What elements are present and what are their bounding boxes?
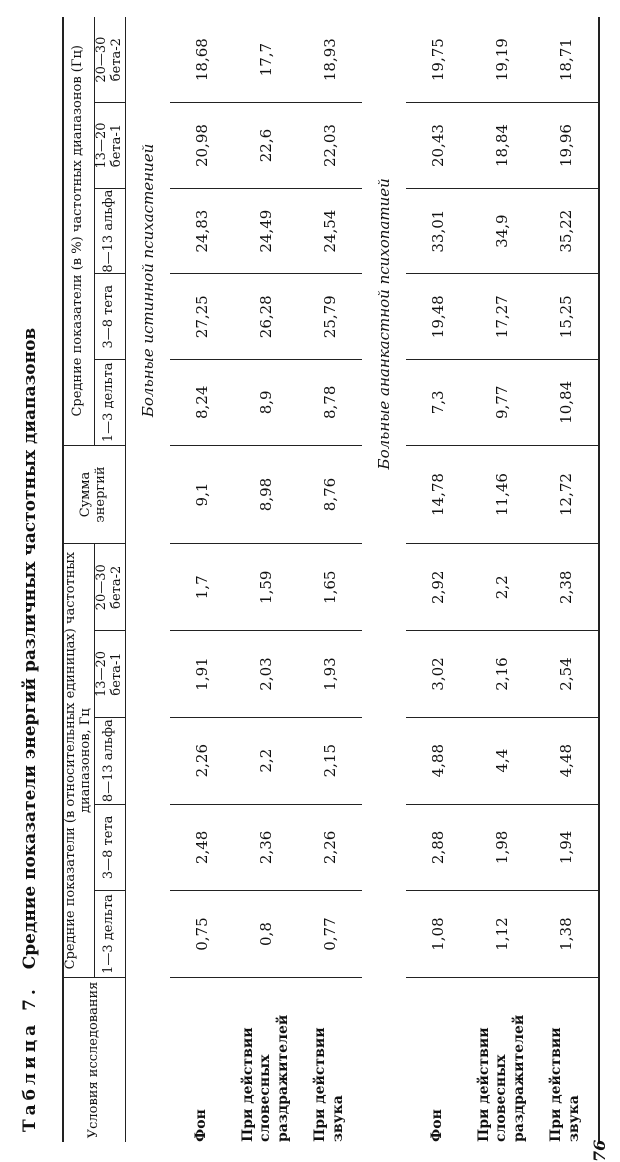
band-header: 1—3 дельта (94, 360, 125, 446)
value-cell: 18,68 (170, 17, 234, 103)
value-cell: 19,75 (406, 17, 470, 103)
table-row (170, 17, 234, 1142)
value-cell: 22,6 (234, 103, 298, 189)
value-cell: 1,7 (170, 544, 234, 631)
table-row (234, 17, 298, 1142)
value-cell: 1,12 (470, 891, 534, 978)
section-heading: Больные ананкастной психопатией (374, 178, 393, 470)
value-cell: 17,7 (234, 17, 298, 103)
band-header: 3—8 тета (94, 274, 125, 360)
value-cell: 8,24 (170, 360, 234, 446)
band-header: 1—3 дельта (94, 891, 125, 978)
value-cell: 4,88 (406, 717, 470, 804)
value-cell: 1,08 (406, 891, 470, 978)
value-cell: 2,26 (170, 717, 234, 804)
band-header: 8—13 альфа (94, 188, 125, 274)
section-heading: Больные истинной психастенией (138, 143, 157, 418)
value-cell: 3,02 (406, 631, 470, 718)
value-cell: 2,88 (406, 804, 470, 891)
band-header: 3—8 тета (94, 804, 125, 891)
value-cell: 2,48 (170, 804, 234, 891)
page-number: 76 (590, 1139, 609, 1162)
value-cell: 24,54 (298, 188, 362, 274)
value-cell: 1,94 (534, 804, 599, 891)
band-header: 20—30 бета-2 (94, 17, 125, 103)
value-cell: 25,79 (298, 274, 362, 360)
sum-cell: 12,72 (534, 445, 599, 544)
value-cell: 2,15 (298, 717, 362, 804)
value-cell: 0,8 (234, 891, 298, 978)
value-cell: 1,98 (470, 804, 534, 891)
value-cell: 27,25 (170, 274, 234, 360)
sum-cell: 8,76 (298, 445, 362, 544)
value-cell: 2,03 (234, 631, 298, 718)
value-cell: 34,9 (470, 188, 534, 274)
value-cell: 19,19 (470, 17, 534, 103)
value-cell: 2,54 (534, 631, 599, 718)
data-table (62, 17, 600, 1142)
band-header: 20—30 бета-2 (94, 544, 125, 631)
value-cell: 2,92 (406, 544, 470, 631)
value-cell: 1,38 (534, 891, 599, 978)
value-cell: 8,9 (234, 360, 298, 446)
condition-cell: При действии звука (534, 977, 599, 1142)
value-cell: 18,84 (470, 103, 534, 189)
value-cell: 17,27 (470, 274, 534, 360)
value-cell: 2,38 (534, 544, 599, 631)
condition-cell: При действии словесных раздражителей (239, 1014, 291, 1142)
value-cell: 2,2 (234, 717, 298, 804)
value-cell: 20,98 (170, 103, 234, 189)
value-cell: 2,36 (234, 804, 298, 891)
band-header: 13—20 бета-1 (94, 103, 125, 189)
value-cell: 2,26 (298, 804, 362, 891)
band-header: 13—20 бета-1 (94, 631, 125, 718)
value-cell: 22,03 (298, 103, 362, 189)
condition-cell: Фон (193, 1109, 209, 1142)
value-cell: 8,78 (298, 360, 362, 446)
value-cell: 18,71 (534, 17, 599, 103)
header-group-relative: Средние показатели (в относительных единицах) частотных диапазонов, Гц (63, 544, 94, 978)
value-cell: 10,84 (534, 360, 599, 446)
header-sum: Сумма энергий (63, 445, 125, 544)
sum-cell: 11,46 (470, 445, 534, 544)
header-conditions: Условия исследования (63, 977, 125, 1142)
sum-cell: 14,78 (406, 445, 470, 544)
condition-cell: При действии словесных раздражителей (475, 1014, 527, 1142)
table-caption (20, 32, 40, 1132)
table-title: Средние показатели энергий различных частотных диапазонов (20, 327, 40, 970)
value-cell: 4,4 (470, 717, 534, 804)
table-row (470, 17, 534, 1142)
value-cell: 24,83 (170, 188, 234, 274)
value-cell: 4,48 (534, 717, 599, 804)
value-cell: 1,91 (170, 631, 234, 718)
value-cell: 9,77 (470, 360, 534, 446)
sum-cell: 8,98 (234, 445, 298, 544)
table-label: Таблица 7. (20, 985, 40, 1132)
condition-cell: Фон (429, 1109, 445, 1142)
value-cell: 1,65 (298, 544, 362, 631)
value-cell: 1,59 (234, 544, 298, 631)
value-cell: 0,75 (170, 891, 234, 978)
value-cell: 35,22 (534, 188, 599, 274)
value-cell: 24,49 (234, 188, 298, 274)
value-cell: 2,2 (470, 544, 534, 631)
table-row (534, 17, 599, 1142)
value-cell: 20,43 (406, 103, 470, 189)
band-header: 8—13 альфа (94, 717, 125, 804)
condition-cell: При действии звука (312, 1027, 346, 1142)
value-cell: 19,96 (534, 103, 599, 189)
value-cell: 33,01 (406, 188, 470, 274)
value-cell: 18,93 (298, 17, 362, 103)
value-cell: 0,77 (298, 891, 362, 978)
value-cell: 2,16 (470, 631, 534, 718)
table-row (298, 17, 362, 1142)
value-cell: 19,48 (406, 274, 470, 360)
table-row (406, 17, 470, 1142)
value-cell: 1,93 (298, 631, 362, 718)
header-group-percent: Средние показатели (в %) частотных диапазонов (Гц) (63, 17, 94, 445)
value-cell: 15,25 (534, 274, 599, 360)
value-cell: 7,3 (406, 360, 470, 446)
sum-cell: 9,1 (170, 445, 234, 544)
value-cell: 26,28 (234, 274, 298, 360)
